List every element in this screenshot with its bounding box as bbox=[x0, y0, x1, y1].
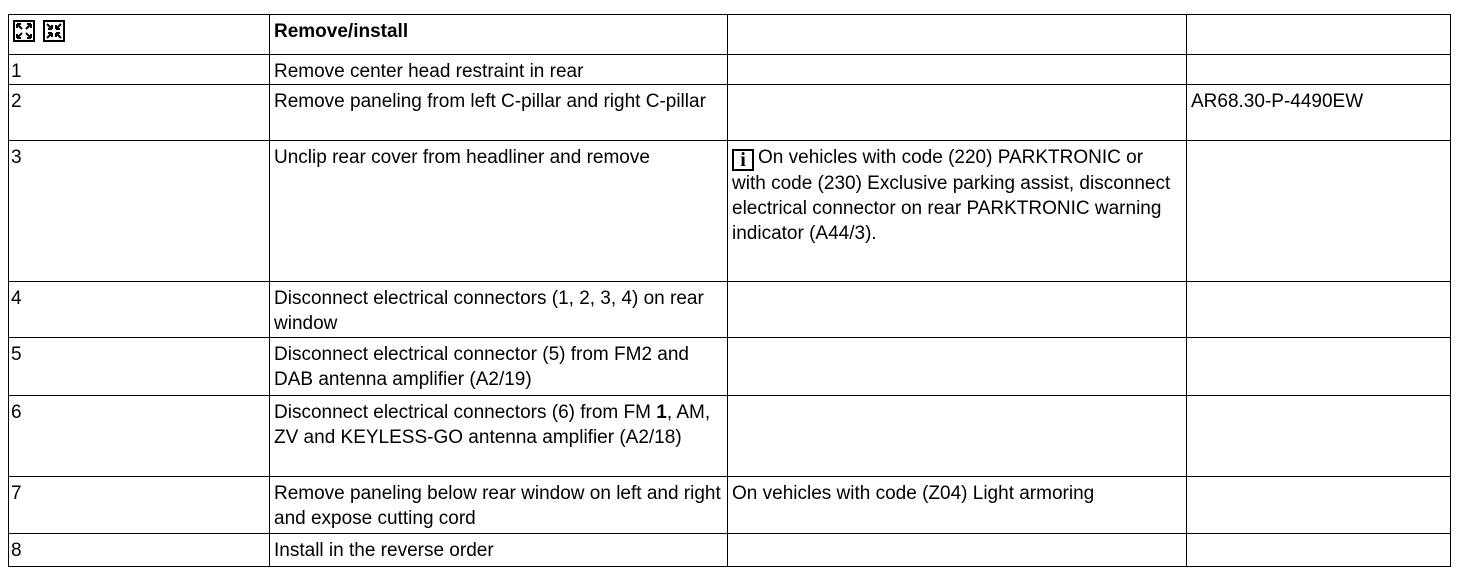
step-number: 5 bbox=[9, 338, 270, 396]
step-action-bold: 1 bbox=[656, 402, 667, 423]
step-note bbox=[728, 534, 1187, 567]
step-note: On vehicles with code (Z04) Light armoring bbox=[728, 477, 1187, 534]
step-note bbox=[728, 55, 1187, 85]
collapse-all-icon[interactable] bbox=[43, 20, 65, 42]
table-row bbox=[9, 534, 1451, 567]
step-note bbox=[728, 85, 1187, 141]
table-row bbox=[9, 85, 1451, 141]
info-icon[interactable]: i bbox=[732, 149, 754, 171]
step-number: 4 bbox=[9, 282, 270, 338]
step-action: Disconnect electrical connector (5) from FM2 and DAB antenna amplifier (A2/19) bbox=[270, 338, 728, 396]
step-action: Remove center head restraint in rear bbox=[270, 55, 728, 85]
table-row bbox=[9, 338, 1451, 396]
step-action: Remove paneling from left C-pillar and right C-pillar bbox=[270, 85, 728, 141]
step-note bbox=[728, 282, 1187, 338]
header-title bbox=[270, 15, 728, 55]
step-note-text: On vehicles with code (220) PARKTRONIC or with code (230) Exclusive parking assist, disconnect electrical connector on rear PARKTRONIC warning indicator (A44/3). bbox=[732, 147, 1171, 244]
step-ref bbox=[1187, 338, 1451, 396]
step-ref bbox=[1187, 477, 1451, 534]
page-title: Remove/install bbox=[274, 21, 409, 42]
step-ref-link[interactable]: AR68.30-P-4490EW bbox=[1187, 85, 1451, 141]
step-note bbox=[728, 396, 1187, 477]
step-action: Remove paneling below rear window on left and right and expose cutting cord bbox=[270, 477, 728, 534]
procedure-table bbox=[8, 14, 1451, 567]
step-number: 7 bbox=[9, 477, 270, 534]
header-note-cell bbox=[728, 15, 1187, 55]
table-row bbox=[9, 282, 1451, 338]
step-action: Disconnect electrical connectors (1, 2, 3, 4) on rear window bbox=[270, 282, 728, 338]
table-row bbox=[9, 141, 1451, 282]
step-action: Install in the reverse order bbox=[270, 534, 728, 567]
expand-all-icon[interactable] bbox=[13, 20, 35, 42]
step-ref bbox=[1187, 55, 1451, 85]
step-number: 6 bbox=[9, 396, 270, 477]
step-action-text: , AM, ZV and KEYLESS-GO antenna amplifier (A2/18) bbox=[274, 402, 711, 448]
step-number: 8 bbox=[9, 534, 270, 567]
header-icons-cell bbox=[9, 15, 270, 55]
step-action bbox=[270, 396, 728, 477]
step-action: Unclip rear cover from headliner and remove bbox=[270, 141, 728, 282]
step-action-text: Disconnect electrical connectors (6) from FM bbox=[274, 402, 657, 423]
step-number: 2 bbox=[9, 85, 270, 141]
step-ref bbox=[1187, 396, 1451, 477]
step-number: 3 bbox=[9, 141, 270, 282]
table-row bbox=[9, 55, 1451, 85]
header-ref-cell bbox=[1187, 15, 1451, 55]
step-ref bbox=[1187, 141, 1451, 282]
step-ref bbox=[1187, 534, 1451, 567]
step-number: 1 bbox=[9, 55, 270, 85]
step-ref bbox=[1187, 282, 1451, 338]
step-note bbox=[728, 338, 1187, 396]
step-note bbox=[728, 141, 1187, 282]
table-row bbox=[9, 396, 1451, 477]
header-row bbox=[9, 15, 1451, 55]
table-row bbox=[9, 477, 1451, 534]
